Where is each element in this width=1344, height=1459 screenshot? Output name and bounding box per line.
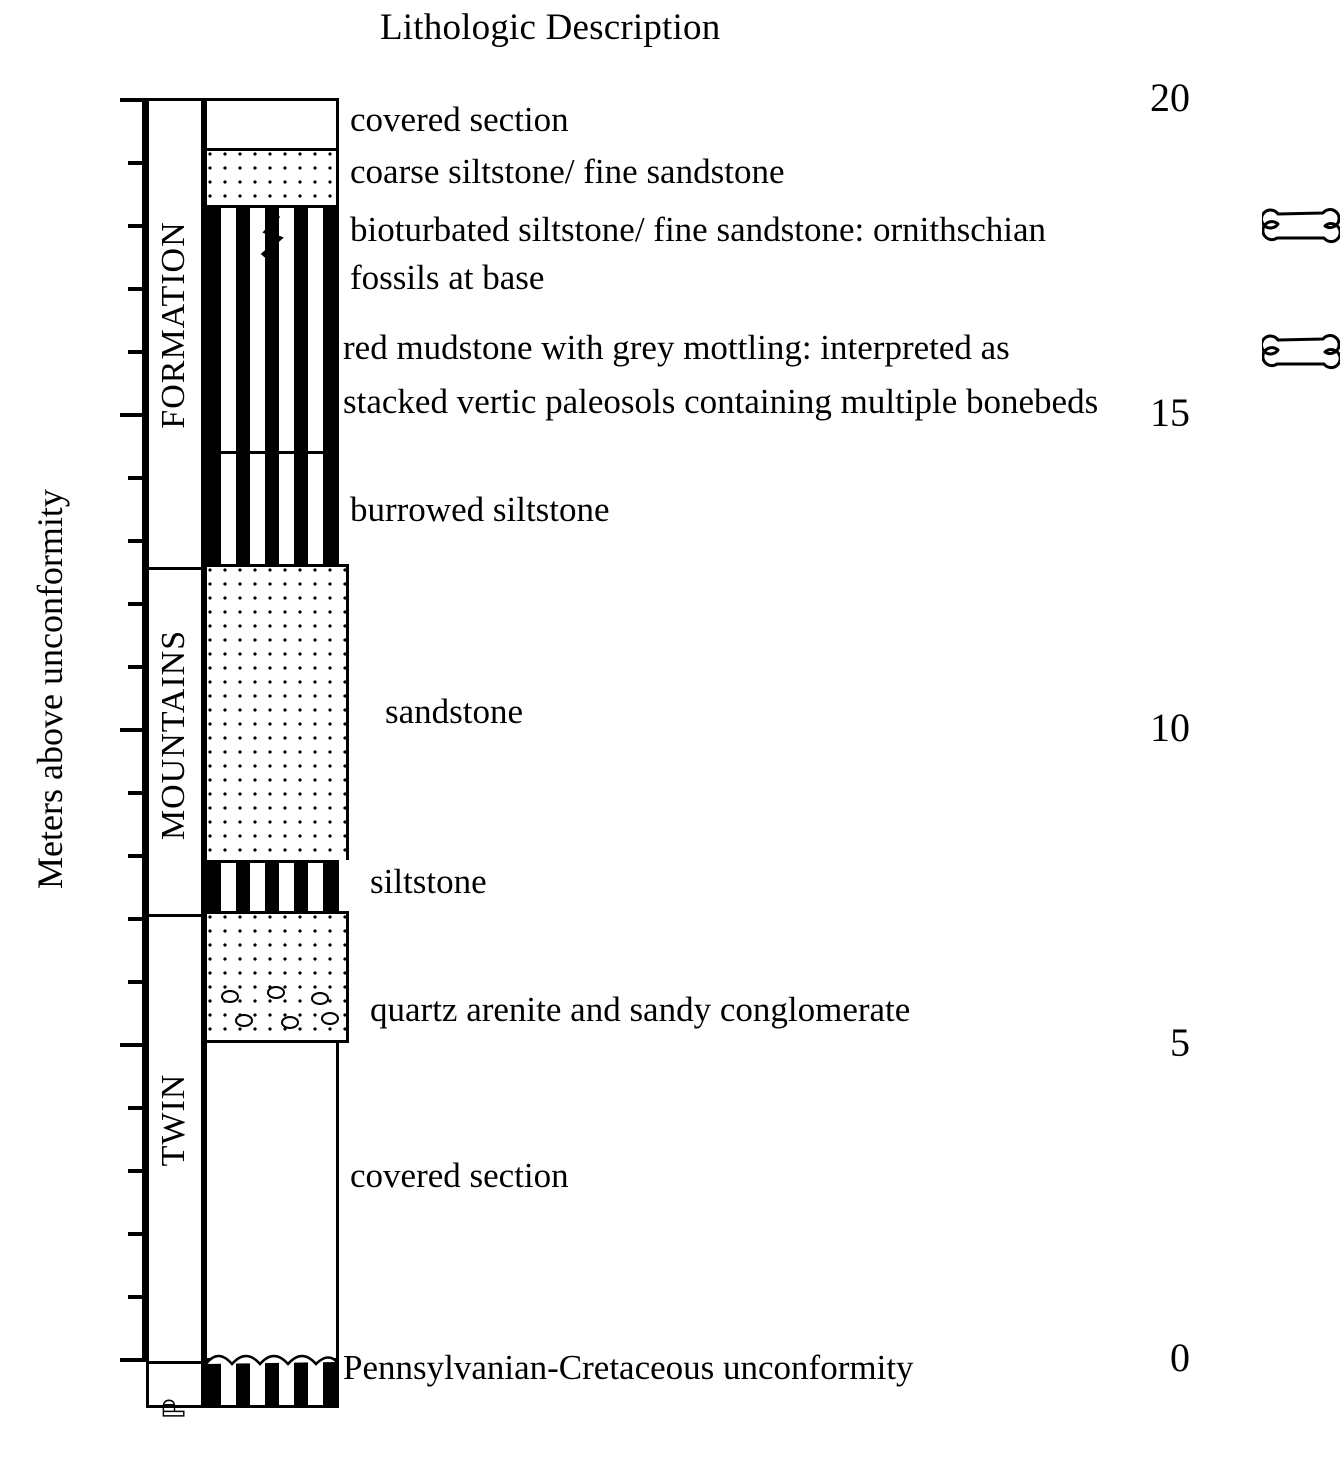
axis-tick-minor-3: [128, 1169, 146, 1173]
formation-column: [146, 98, 204, 1420]
description-burrowed-siltstone: burrowed siltstone: [350, 490, 610, 529]
formation-label-twin: TWIN: [155, 1073, 192, 1167]
formation-label-pennsylvanian: ℙ: [158, 1397, 192, 1420]
axis-tick-minor-7: [128, 917, 146, 921]
bed-quartz-arenite-conglomerate[interactable]: [204, 911, 349, 1043]
lithology-column: [204, 98, 339, 1408]
axis-tick-minor-2: [128, 1232, 146, 1236]
axis-tick-major-0: [120, 1358, 146, 1362]
description-bioturbated-line2: fossils at base: [350, 258, 545, 297]
bed-siltstone-thin[interactable]: [204, 860, 339, 911]
depth-axis: [120, 98, 146, 1360]
bone-icon-ornithschian: [1262, 204, 1340, 250]
bed-covered-lower[interactable]: [204, 1043, 339, 1358]
axis-label-0: 0: [1170, 1335, 1190, 1380]
axis-tick-minor-13: [128, 539, 146, 543]
axis-tick-major-20: [120, 98, 146, 102]
axis-label-20: 20: [1150, 75, 1190, 120]
axis-tick-minor-18: [128, 224, 146, 228]
axis-tick-minor-17: [128, 287, 146, 291]
axis-tick-minor-19: [128, 161, 146, 165]
description-unconformity: Pennsylvanian-Cretaceous unconformity: [343, 1348, 914, 1387]
pebble-marks: [207, 980, 346, 1040]
axis-tick-minor-4: [128, 1106, 146, 1110]
axis-tick-minor-6: [128, 980, 146, 984]
description-covered-upper: covered section: [350, 100, 569, 139]
burrow-trace-icon: [255, 214, 299, 270]
description-siltstone: siltstone: [370, 862, 487, 901]
axis-tick-minor-8: [128, 854, 146, 858]
bed-burrowed-siltstone[interactable]: [204, 451, 339, 564]
axis-tick-minor-14: [128, 476, 146, 480]
bed-sandstone[interactable]: [204, 564, 349, 860]
formation-label-formation: FORMATION: [155, 221, 192, 429]
formation-label-mountains: MOUNTAINS: [155, 629, 192, 841]
page-title: Lithologic Description: [380, 7, 721, 48]
axis-tick-minor-9: [128, 791, 146, 795]
bed-coarse-siltstone-fine-sandstone[interactable]: [204, 148, 339, 205]
axis-label-10: 10: [1150, 705, 1190, 750]
description-covered-lower: covered section: [350, 1156, 569, 1195]
description-sandstone: sandstone: [385, 692, 524, 731]
axis-tick-minor-11: [128, 665, 146, 669]
axis-label-15: 15: [1150, 390, 1190, 435]
description-bioturbated-line1: bioturbated siltstone/ fine sandstone: ornithschian: [350, 210, 1046, 249]
bed-red-mudstone-paleosols[interactable]: [204, 268, 339, 451]
bed-bioturbated-siltstone[interactable]: [204, 205, 339, 268]
axis-tick-major-15: [120, 413, 146, 417]
axis-tick-minor-16: [128, 350, 146, 354]
description-red-mudstone-line2: stacked vertic paleosols containing multiple bonebeds: [343, 382, 1099, 421]
axis-tick-minor-1: [128, 1295, 146, 1299]
axis-tick-major-5: [120, 1043, 146, 1047]
bed-pennsylvanian[interactable]: [204, 1358, 339, 1408]
bone-icon-bonebeds: [1262, 330, 1340, 376]
bed-covered-upper[interactable]: [204, 98, 339, 148]
axis-label-5: 5: [1170, 1020, 1190, 1065]
axis-tick-major-10: [120, 728, 146, 732]
axis-tick-minor-12: [128, 602, 146, 606]
description-quartz-arenite: quartz arenite and sandy conglomerate: [370, 990, 911, 1029]
description-red-mudstone-line1: red mudstone with grey mottling: interpreted as: [343, 328, 1010, 367]
formation-divider-middle: [149, 914, 201, 917]
axis-label-meters: Meters above unconformity: [30, 489, 70, 889]
description-coarse-siltstone: coarse siltstone/ fine sandstone: [350, 152, 785, 191]
